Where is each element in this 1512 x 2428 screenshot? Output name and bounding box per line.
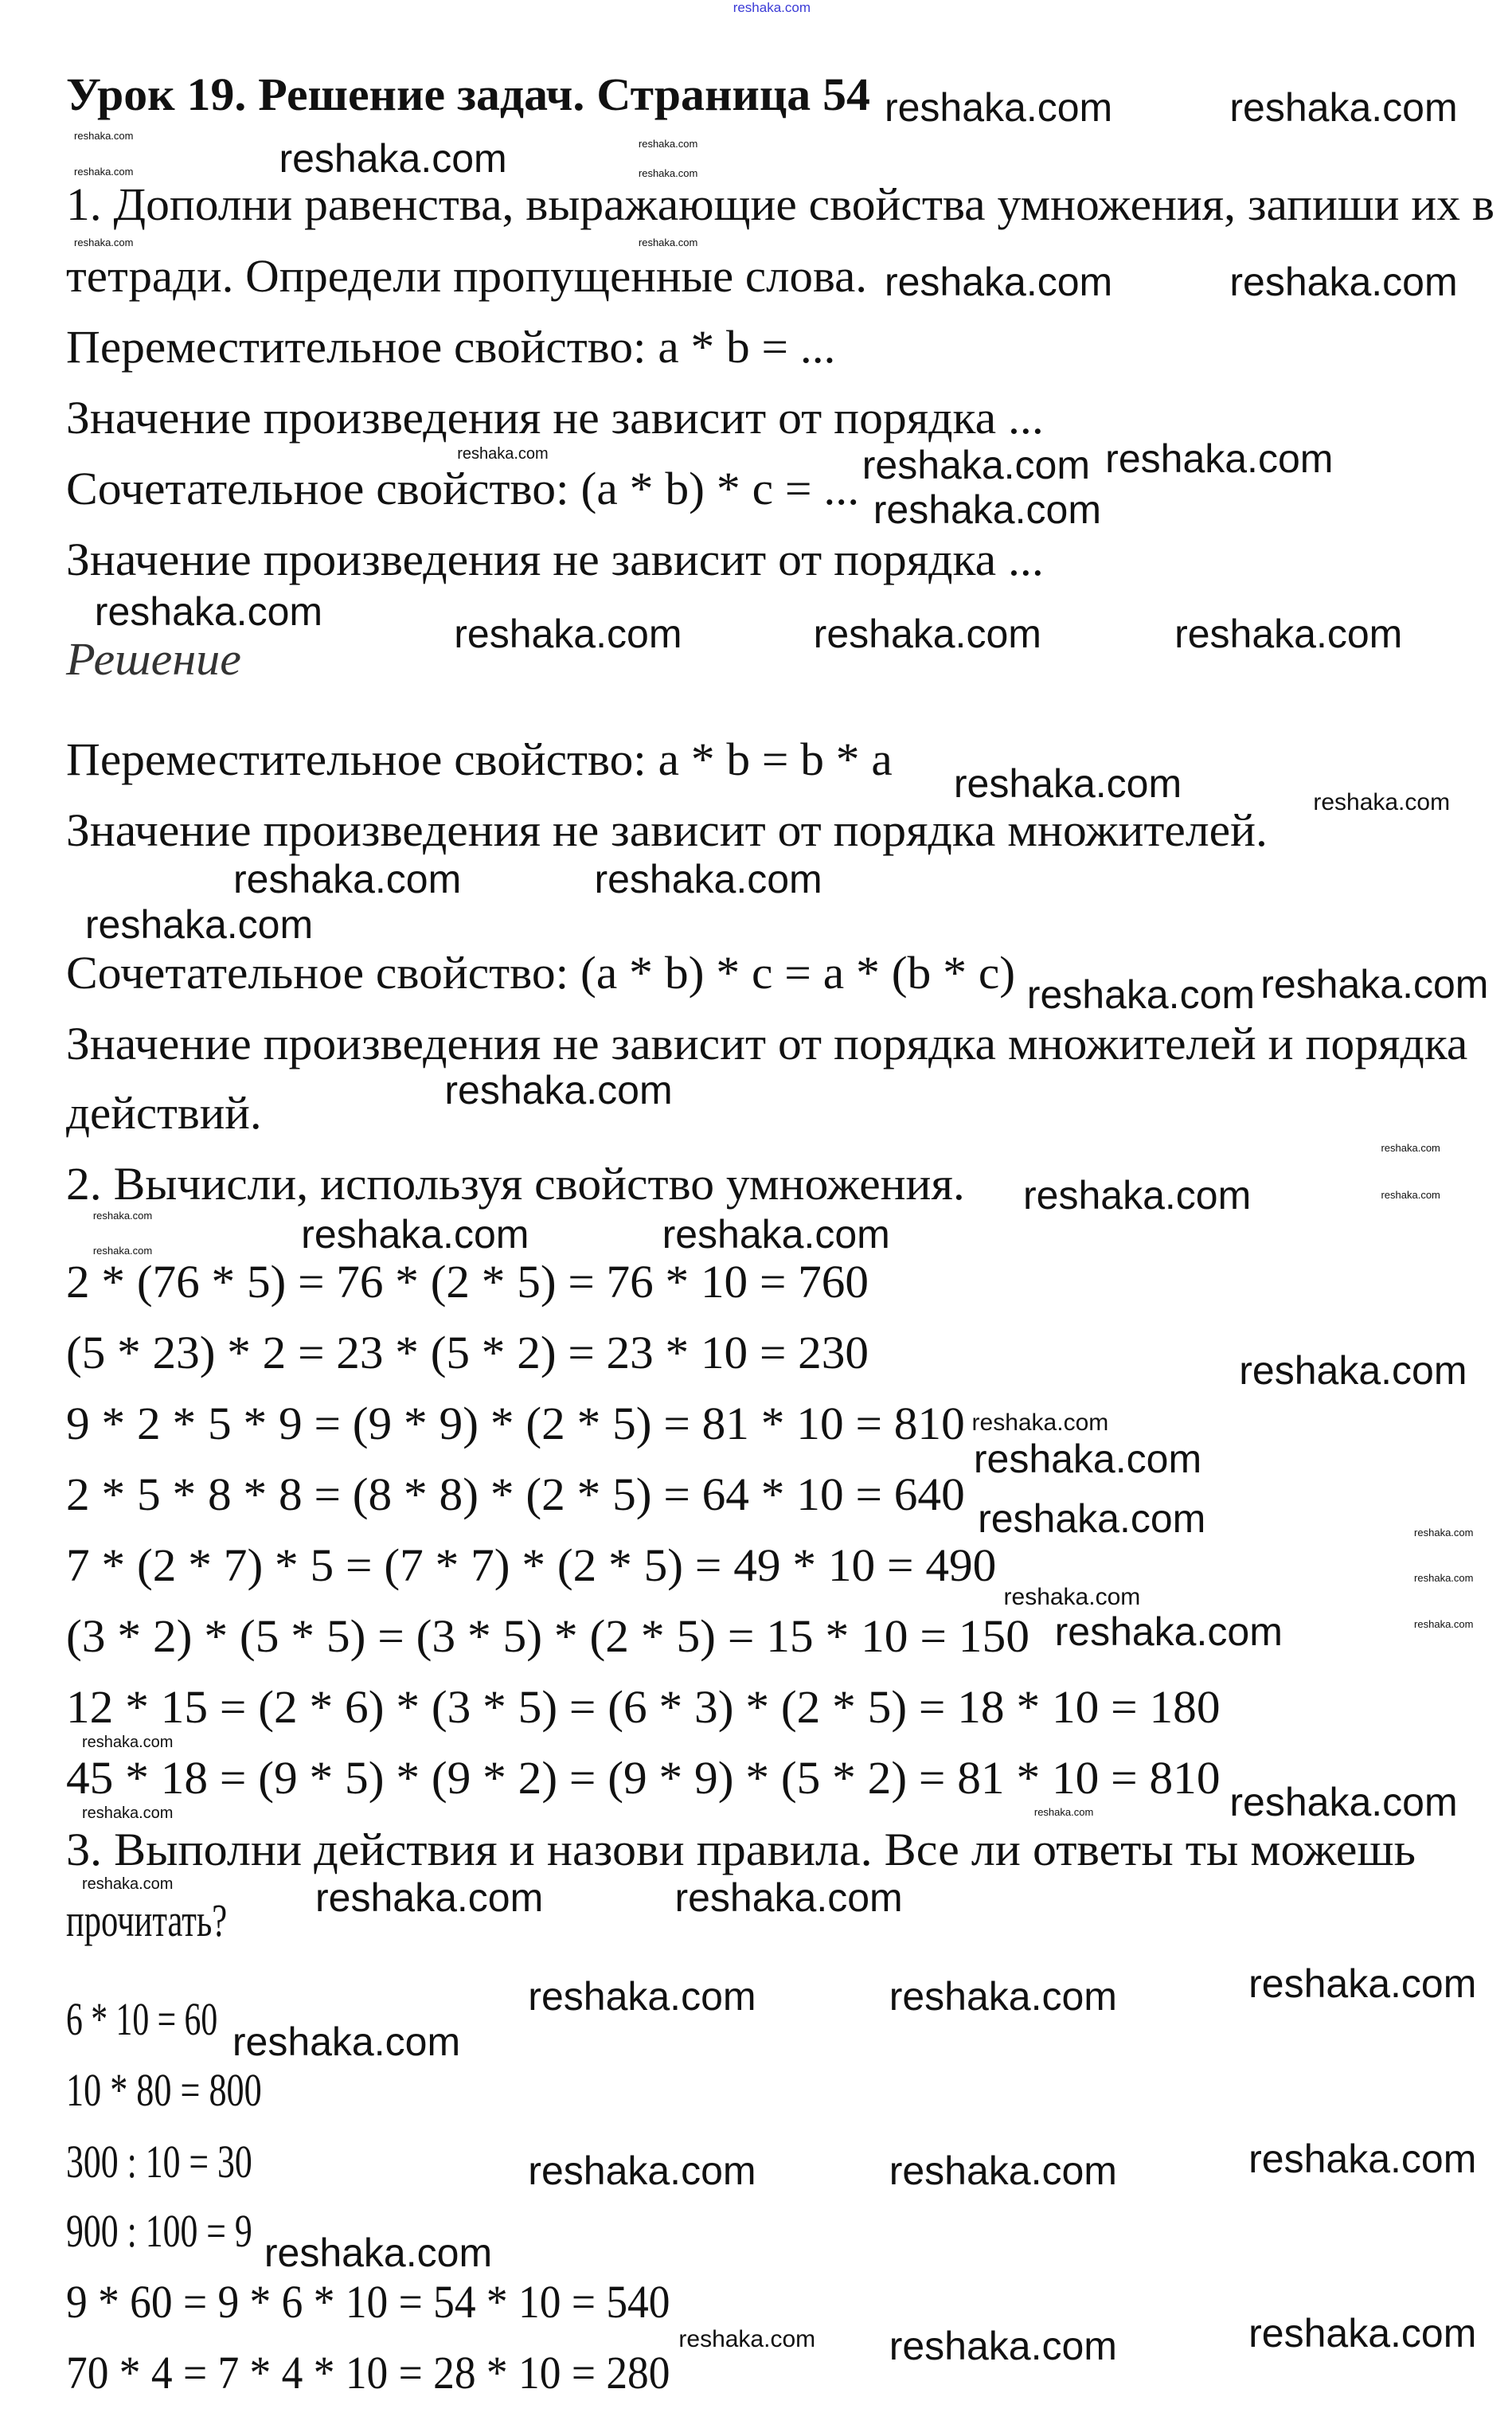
equation-line: (3 * 2) * (5 * 5) = (3 * 5) * (2 * 5) = 15 * 10 = 150 [66,1610,1029,1663]
task-heading: прочитать? [66,1894,228,1946]
watermark: reshaka.com [454,611,682,656]
watermark: reshaka.com [1313,788,1451,815]
watermark: reshaka.com [594,856,822,901]
watermark: reshaka.com [1105,436,1334,482]
watermark: reshaka.com [84,902,314,948]
equation-line: 10 * 80 = 800 [66,2064,262,2117]
task-text: Значение произведения не зависит от порядка ... [66,533,1044,585]
watermark: reshaka.com [889,2324,1117,2369]
watermark: reshaka.com [884,260,1113,305]
watermark: reshaka.com [638,137,698,150]
watermark: reshaka.com [973,1436,1202,1481]
equation-line: 9 * 60 = 9 * 6 * 10 = 54 * 10 = 540 [66,2275,670,2328]
watermark: reshaka.com [674,1875,903,1920]
watermark: reshaka.com [873,487,1101,533]
equation-line: 2 * 5 * 8 * 8 = (8 * 8) * (2 * 5) = 64 * 10 = 640 [66,1468,965,1521]
watermark: reshaka.com [1239,1347,1467,1393]
solution-line: Переместительное свойство: a * b = b * a [66,733,893,786]
solution-line: Значение произведения не зависит от порядка множителей. [66,804,1268,857]
watermark: reshaka.com [953,760,1182,806]
watermark: reshaka.com [1174,611,1403,656]
watermark: reshaka.com [1381,1189,1440,1202]
solution-line: Значение произведения не зависит от порядка множителей и порядка [66,1017,1468,1069]
watermark: reshaka.com [884,84,1113,130]
watermark: reshaka.com [1248,2136,1477,2181]
watermark: reshaka.com [1414,1572,1474,1585]
solution-line: Сочетательное свойство: (a * b) * c = a * (b * c) [66,946,1016,999]
watermark: reshaka.com [638,167,698,180]
watermark: reshaka.com [233,856,462,901]
watermark: reshaka.com [1229,84,1458,130]
watermark: reshaka.com [978,1496,1206,1541]
watermark: reshaka.com [232,2019,461,2064]
task-text: тетради. Определи пропущенные слова. [66,249,867,302]
watermark: reshaka.com [528,2148,756,2194]
watermark: reshaka.com [301,1212,529,1257]
watermark: reshaka.com [74,129,134,142]
watermark: reshaka.com [889,2148,1117,2194]
watermark: reshaka.com [81,1804,174,1823]
equation-line: (5 * 23) * 2 = 23 * (5 * 2) = 23 * 10 = 230 [66,1326,869,1378]
watermark: reshaka.com [662,1212,890,1257]
watermark: reshaka.com [94,588,323,634]
equation-line: 2 * (76 * 5) = 76 * (2 * 5) = 76 * 10 = 760 [66,1255,869,1308]
watermark: reshaka.com [861,443,1090,488]
task-text: 1. Дополни равенства, выражающие свойства умножения, запиши их в [66,178,1495,231]
watermark: reshaka.com [92,1210,153,1222]
watermark: reshaka.com [457,445,549,463]
equation-line: 900 : 100 = 9 [66,2204,252,2257]
watermark: reshaka.com [528,1973,756,2019]
solution-label: Решение [66,632,241,685]
watermark: reshaka.com [264,2231,493,2276]
equation-line: 300 : 10 = 30 [66,2135,252,2188]
watermark: reshaka.com [971,1409,1109,1437]
watermark: reshaka.com [81,1875,174,1894]
task-heading: 2. Вычисли, используя свойство умножения. [66,1157,965,1210]
equation-line: 45 * 18 = (9 * 5) * (9 * 2) = (9 * 9) * (5 * 2) = 81 * 10 = 810 [66,1752,1221,1804]
solution-line: действий. [66,1086,262,1139]
task-text: Сочетательное свойство: (a * b) * c = ... [66,462,860,514]
watermark: reshaka.com [1229,260,1458,305]
watermark: reshaka.com [638,237,698,249]
watermark: reshaka.com [1414,1527,1474,1539]
watermark: reshaka.com [1248,2311,1477,2356]
watermark: reshaka.com [1381,1141,1440,1154]
watermark: reshaka.com [1414,1617,1474,1630]
watermark: reshaka.com [1260,961,1489,1007]
watermark: reshaka.com [1003,1583,1141,1610]
task-heading: 3. Выполни действия и назови правила. Все ли ответы ты можешь [66,1823,1416,1875]
watermark: reshaka.com [889,1973,1117,2019]
task-text: Значение произведения не зависит от порядка ... [66,391,1044,444]
equation-line: 7 * (2 * 7) * 5 = (7 * 7) * (2 * 5) = 49 * 10 = 490 [66,1539,997,1592]
watermark: reshaka.com [733,0,811,16]
watermark: reshaka.com [81,1733,174,1751]
watermark: reshaka.com [279,135,507,181]
watermark: reshaka.com [444,1068,673,1113]
watermark: reshaka.com [1023,1172,1252,1218]
task-text: Переместительное свойство: a * b = ... [66,320,836,373]
watermark: reshaka.com [74,166,134,178]
equation-line: 6 * 10 = 60 [66,1993,218,2046]
watermark: reshaka.com [92,1244,153,1257]
page-title: Урок 19. Решение задач. Страница 54 [66,68,870,120]
watermark: reshaka.com [678,2326,816,2353]
watermark: reshaka.com [813,611,1041,656]
watermark: reshaka.com [315,1875,544,1920]
equation-line: 12 * 15 = (2 * 6) * (3 * 5) = (6 * 3) * (2 * 5) = 18 * 10 = 180 [66,1681,1221,1734]
watermark: reshaka.com [1229,1780,1458,1825]
equation-line: 70 * 4 = 7 * 4 * 10 = 28 * 10 = 280 [66,2346,670,2399]
watermark: reshaka.com [1054,1609,1283,1655]
watermark: reshaka.com [1033,1805,1094,1818]
watermark: reshaka.com [1026,972,1256,1018]
watermark: reshaka.com [74,237,134,249]
equation-line: 9 * 2 * 5 * 9 = (9 * 9) * (2 * 5) = 81 * 10 = 810 [66,1397,965,1449]
watermark: reshaka.com [1248,1961,1477,2006]
